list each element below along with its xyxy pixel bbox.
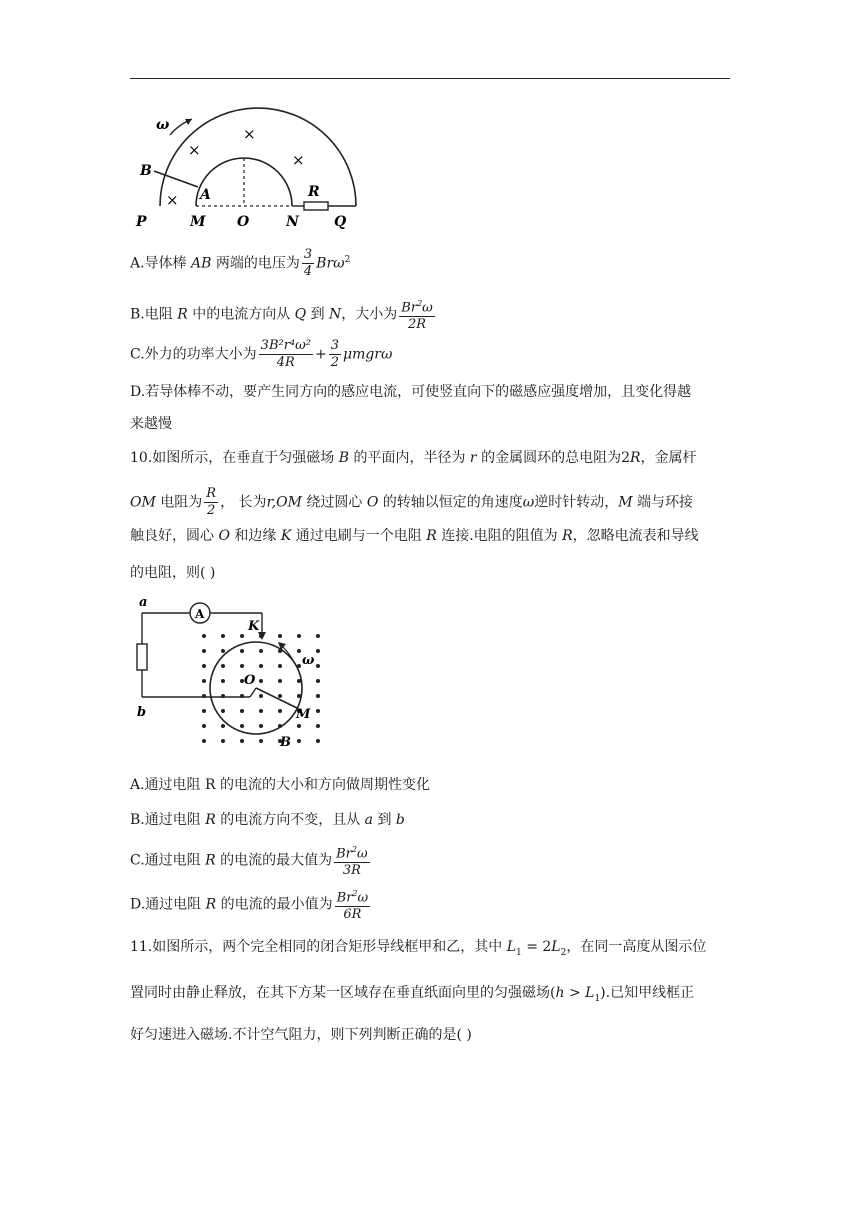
field-dot	[221, 634, 225, 638]
field-dot	[278, 679, 282, 683]
field-dot	[278, 709, 282, 713]
field-dot	[240, 739, 244, 743]
q10-option-d: D.通过电阻 R 的电流的最小值为 $\frac{Br^2\omega}{6R}$	[130, 886, 372, 923]
field-dot	[297, 724, 301, 728]
field-dot	[221, 724, 225, 728]
field-dot	[259, 709, 263, 713]
field-dot	[316, 724, 320, 728]
q11-stem-line2: 置同时由静止释放，在其下方某一区域存在垂直纸面向里的匀强磁场$(h > L_1)$.已知甲线框正	[130, 985, 695, 1004]
q11-stem-line3: 好匀速进入磁场.不计空气阻力，则下列判断正确的是( )	[130, 1027, 472, 1043]
field-dot	[259, 649, 263, 653]
q11-stem-line1: 11.如图所示，两个完全相同的闭合矩形导线框甲和乙，其中 $L_1 = 2L_2$，在同一高度从图示位	[130, 939, 707, 958]
field-dot	[221, 649, 225, 653]
field-dot	[316, 739, 320, 743]
header-rule	[130, 78, 730, 79]
field-dot	[202, 709, 206, 713]
field-dot	[202, 724, 206, 728]
field-dot	[316, 679, 320, 683]
fig1-label-A: A	[200, 187, 211, 203]
field-dot	[221, 709, 225, 713]
label-K: K	[248, 619, 260, 634]
fig1-cross-4: ×	[166, 191, 179, 209]
field-dot	[202, 649, 206, 653]
field-dot	[297, 679, 301, 683]
field-dot	[221, 664, 225, 668]
fig1-label-M: M	[190, 214, 206, 230]
field-dot	[240, 634, 244, 638]
label-B: B	[280, 735, 291, 750]
field-dot	[240, 724, 244, 728]
q9-option-d-line1: D.若导体棒不动，要产生同方向的感应电流，可使竖直向下的磁感应强度增加，且变化得越	[130, 384, 692, 400]
fig1-label-Q: Q	[334, 214, 347, 230]
fig1-label-R: R	[308, 184, 320, 200]
label-b: b	[137, 705, 147, 720]
fig1-cross-1: ×	[243, 125, 256, 143]
ammeter-label: A	[195, 607, 205, 621]
field-dot	[202, 679, 206, 683]
q10-option-b: B.通过电阻 R 的电流方向不变，且从 a 到 b	[130, 812, 405, 828]
field-dot	[240, 664, 244, 668]
field-dot	[278, 694, 282, 698]
field-dot	[316, 649, 320, 653]
field-dot	[221, 739, 225, 743]
label-a: a	[139, 595, 148, 610]
fig1-omega: ω	[156, 117, 170, 133]
field-dot	[240, 649, 244, 653]
field-dot	[221, 679, 225, 683]
field-dot	[240, 709, 244, 713]
label-omega: ω	[302, 653, 315, 668]
q10-option-c: C.通过电阻 R 的电流的最大值为 $\frac{Br^2\omega}{3R}$	[130, 842, 372, 879]
field-dot	[202, 634, 206, 638]
fig1-label-B: B	[140, 163, 152, 179]
field-dot	[297, 634, 301, 638]
q10-stem-line3: 触良好，圆心 O 和边缘 K 通过电刷与一个电阻 R 连接.电阻的阻值为 R，忽略电流表和导线	[130, 528, 699, 544]
field-dot	[316, 634, 320, 638]
q9-option-b: B.电阻 R 中的电流方向从 Q 到 N，大小为 $\frac{Br^2\omega}{2R}$	[130, 296, 437, 333]
fig1-label-N: N	[286, 214, 299, 230]
field-dot	[202, 739, 206, 743]
fig1-cross-2: ×	[188, 141, 201, 159]
field-dot	[316, 709, 320, 713]
q9-option-c: C.外力的功率大小为 $\frac{\text{3B²r⁴ω²}}{4R}$ + $\frac{3}{2}$ μmgrω	[130, 338, 393, 370]
field-dot	[316, 664, 320, 668]
q10-stem-line4: 的电阻，则( )	[130, 565, 216, 581]
field-dot	[278, 664, 282, 668]
q9-option-d-line2: 来越慢	[130, 416, 172, 432]
figure-semicircle-rails	[130, 105, 360, 230]
field-dot	[259, 694, 263, 698]
field-dot	[316, 694, 320, 698]
q10-option-a: A.通过电阻 R 的电流的大小和方向做周期性变化	[130, 777, 431, 793]
field-dot	[259, 664, 263, 668]
fig1-label-P: P	[136, 214, 147, 230]
field-dot	[297, 649, 301, 653]
label-M: M	[296, 707, 311, 722]
label-O: O	[244, 673, 256, 688]
fig1-label-O: O	[237, 214, 250, 230]
field-dot	[202, 664, 206, 668]
field-dot	[297, 739, 301, 743]
q9-option-a: A.导体棒 AB 两端的电压为 $\frac{3}{4}$ Brω$^2$	[130, 247, 351, 279]
fig1-cross-3: ×	[292, 151, 305, 169]
q10-stem-line2: OM 电阻为 $\frac{R}{2}$ ， 长为r,OM 绕过圆心 O 的转轴以恒定的角速度ω逆时针转动，M 端与环接	[130, 486, 693, 518]
q10-stem-line1: 10.如图所示，在垂直于匀强磁场 B 的平面内，半径为 r 的金属圆环的总电阻为2R，金属杆	[130, 450, 697, 466]
field-dot	[259, 739, 263, 743]
field-dot	[278, 634, 282, 638]
figure-ring-circuit	[130, 596, 330, 756]
field-dot	[259, 724, 263, 728]
field-dot	[259, 679, 263, 683]
